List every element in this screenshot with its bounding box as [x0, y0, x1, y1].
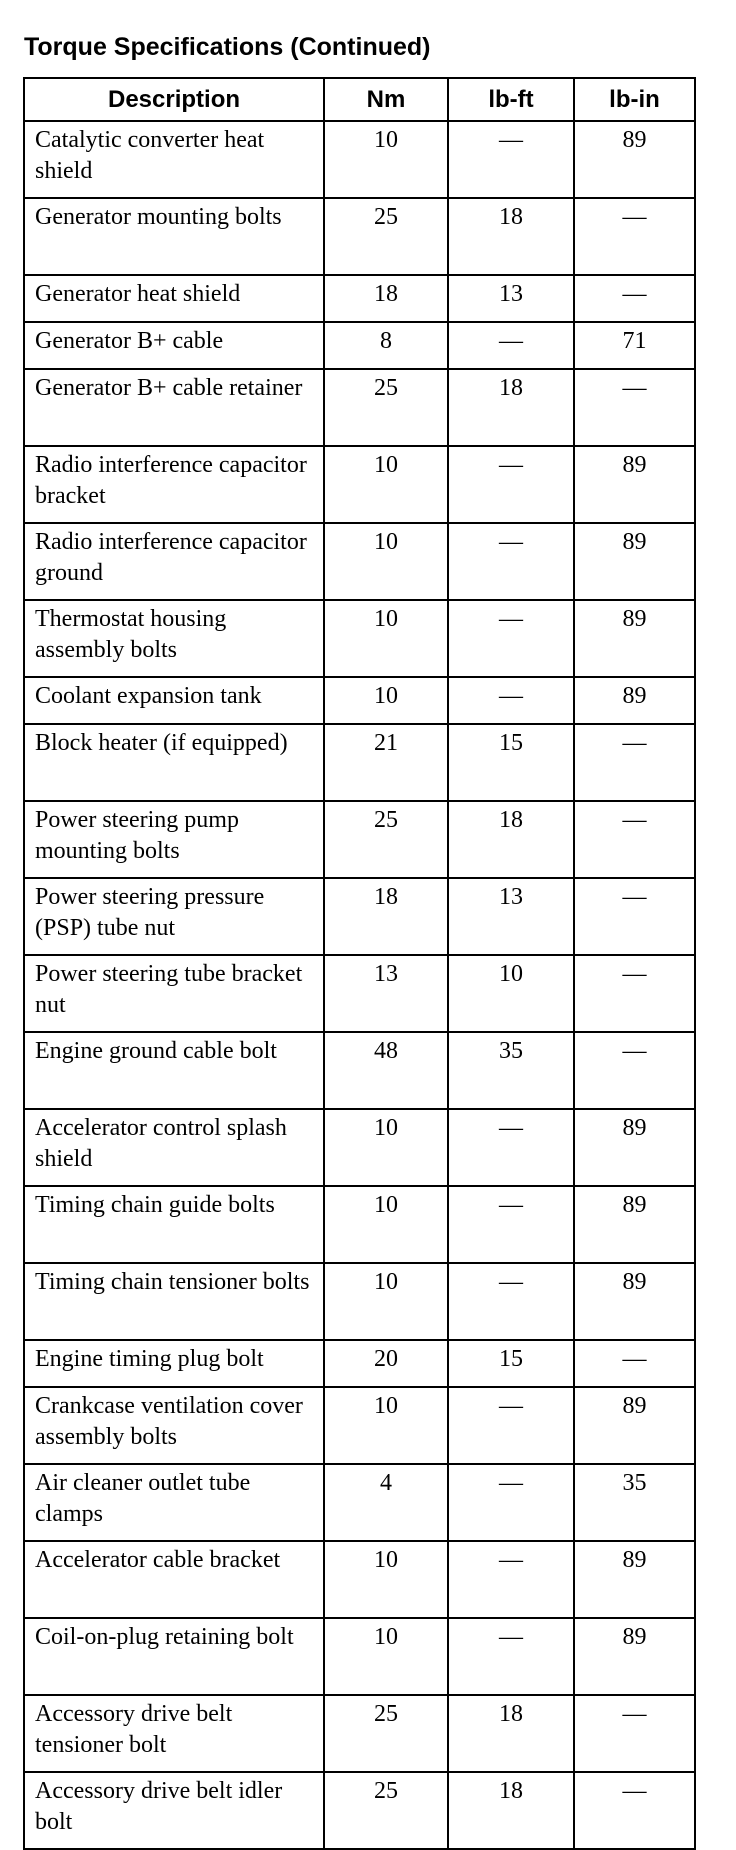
description-cell: Generator B+ cable retainer: [24, 369, 324, 446]
lbft-cell: —: [448, 322, 574, 369]
nm-cell: 10: [324, 1618, 448, 1695]
table-row: [24, 1772, 695, 1849]
column-header-lbft: lb-ft: [448, 78, 574, 121]
nm-cell: 10: [324, 523, 448, 600]
table-row: [24, 1032, 695, 1109]
description-cell: Accelerator control splash shield: [24, 1109, 324, 1186]
lbft-cell: —: [448, 1263, 574, 1340]
lbin-cell: —: [574, 1340, 695, 1387]
table-row: [24, 275, 695, 322]
table-row: [24, 1340, 695, 1387]
page-title: Torque Specifications (Continued): [24, 33, 431, 61]
lbin-cell: 89: [574, 121, 695, 198]
column-header-nm: Nm: [324, 78, 448, 121]
description-cell: Timing chain guide bolts: [24, 1186, 324, 1263]
description-cell: Thermostat housing assembly bolts: [24, 600, 324, 677]
column-header-lbin: lb-in: [574, 78, 695, 121]
table-row: [24, 724, 695, 801]
nm-cell: 10: [324, 446, 448, 523]
lbft-cell: 13: [448, 275, 574, 322]
description-cell: Accelerator cable bracket: [24, 1541, 324, 1618]
lbin-cell: 89: [574, 523, 695, 600]
nm-cell: 25: [324, 198, 448, 275]
description-cell: Air cleaner outlet tube clamps: [24, 1464, 324, 1541]
description-cell: Block heater (if equipped): [24, 724, 324, 801]
lbft-cell: 13: [448, 878, 574, 955]
table-row: [24, 878, 695, 955]
lbin-cell: 89: [574, 1186, 695, 1263]
lbin-cell: —: [574, 369, 695, 446]
description-cell: Power steering pump mounting bolts: [24, 801, 324, 878]
nm-cell: 10: [324, 1109, 448, 1186]
lbft-cell: —: [448, 1541, 574, 1618]
lbin-cell: 89: [574, 1541, 695, 1618]
description-cell: Generator heat shield: [24, 275, 324, 322]
table-row: [24, 677, 695, 724]
lbin-cell: 89: [574, 677, 695, 724]
lbft-cell: —: [448, 1109, 574, 1186]
lbin-cell: —: [574, 1772, 695, 1849]
table-row: [24, 523, 695, 600]
table-row: [24, 1695, 695, 1772]
lbft-cell: 10: [448, 955, 574, 1032]
nm-cell: 8: [324, 322, 448, 369]
description-cell: Coil-on-plug retaining bolt: [24, 1618, 324, 1695]
table-row: [24, 1541, 695, 1618]
lbft-cell: 18: [448, 1695, 574, 1772]
lbin-cell: —: [574, 801, 695, 878]
table-row: [24, 1109, 695, 1186]
lbft-cell: 18: [448, 801, 574, 878]
lbin-cell: —: [574, 1695, 695, 1772]
nm-cell: 10: [324, 1387, 448, 1464]
torque-spec-table: [23, 77, 696, 1850]
lbft-cell: —: [448, 600, 574, 677]
description-cell: Radio interference capacitor bracket: [24, 446, 324, 523]
nm-cell: 10: [324, 1263, 448, 1340]
nm-cell: 18: [324, 275, 448, 322]
table-row: [24, 1618, 695, 1695]
nm-cell: 20: [324, 1340, 448, 1387]
table-row: [24, 121, 695, 198]
lbin-cell: —: [574, 1032, 695, 1109]
lbft-cell: —: [448, 1186, 574, 1263]
nm-cell: 25: [324, 801, 448, 878]
nm-cell: 25: [324, 1695, 448, 1772]
lbft-cell: —: [448, 1464, 574, 1541]
table-row: [24, 369, 695, 446]
table-row: [24, 1464, 695, 1541]
description-cell: Accessory drive belt idler bolt: [24, 1772, 324, 1849]
lbin-cell: 89: [574, 1618, 695, 1695]
table-row: [24, 600, 695, 677]
lbin-cell: —: [574, 724, 695, 801]
column-header-description: Description: [24, 78, 324, 121]
nm-cell: 10: [324, 1186, 448, 1263]
table-header-row: [24, 78, 695, 121]
description-cell: Coolant expansion tank: [24, 677, 324, 724]
lbft-cell: 15: [448, 1340, 574, 1387]
nm-cell: 10: [324, 600, 448, 677]
table-row: [24, 322, 695, 369]
nm-cell: 21: [324, 724, 448, 801]
nm-cell: 25: [324, 1772, 448, 1849]
description-cell: Engine timing plug bolt: [24, 1340, 324, 1387]
lbft-cell: —: [448, 446, 574, 523]
lbft-cell: 18: [448, 369, 574, 446]
nm-cell: 13: [324, 955, 448, 1032]
nm-cell: 10: [324, 1541, 448, 1618]
nm-cell: 25: [324, 369, 448, 446]
lbin-cell: 35: [574, 1464, 695, 1541]
lbin-cell: 89: [574, 1387, 695, 1464]
lbin-cell: —: [574, 955, 695, 1032]
lbft-cell: —: [448, 121, 574, 198]
description-cell: Generator mounting bolts: [24, 198, 324, 275]
table-row: [24, 1186, 695, 1263]
lbin-cell: 89: [574, 1263, 695, 1340]
description-cell: Power steering pressure (PSP) tube nut: [24, 878, 324, 955]
table-row: [24, 801, 695, 878]
lbin-cell: —: [574, 198, 695, 275]
lbft-cell: 15: [448, 724, 574, 801]
lbft-cell: —: [448, 523, 574, 600]
lbin-cell: 71: [574, 322, 695, 369]
nm-cell: 18: [324, 878, 448, 955]
lbin-cell: —: [574, 878, 695, 955]
lbin-cell: 89: [574, 600, 695, 677]
description-cell: Generator B+ cable: [24, 322, 324, 369]
description-cell: Crankcase ventilation cover assembly bolts: [24, 1387, 324, 1464]
nm-cell: 48: [324, 1032, 448, 1109]
table-row: [24, 198, 695, 275]
nm-cell: 10: [324, 121, 448, 198]
description-cell: Power steering tube bracket nut: [24, 955, 324, 1032]
description-cell: Timing chain tensioner bolts: [24, 1263, 324, 1340]
lbin-cell: 89: [574, 1109, 695, 1186]
table-row: [24, 1263, 695, 1340]
table-row: [24, 955, 695, 1032]
table-row: [24, 1387, 695, 1464]
table-row: [24, 446, 695, 523]
nm-cell: 10: [324, 677, 448, 724]
lbft-cell: 18: [448, 198, 574, 275]
lbft-cell: 18: [448, 1772, 574, 1849]
description-cell: Radio interference capacitor ground: [24, 523, 324, 600]
table-body: [24, 121, 695, 1849]
lbft-cell: —: [448, 1618, 574, 1695]
lbin-cell: —: [574, 275, 695, 322]
lbft-cell: —: [448, 677, 574, 724]
lbin-cell: 89: [574, 446, 695, 523]
description-cell: Accessory drive belt tensioner bolt: [24, 1695, 324, 1772]
nm-cell: 4: [324, 1464, 448, 1541]
lbft-cell: —: [448, 1387, 574, 1464]
description-cell: Engine ground cable bolt: [24, 1032, 324, 1109]
lbft-cell: 35: [448, 1032, 574, 1109]
description-cell: Catalytic converter heat shield: [24, 121, 324, 198]
